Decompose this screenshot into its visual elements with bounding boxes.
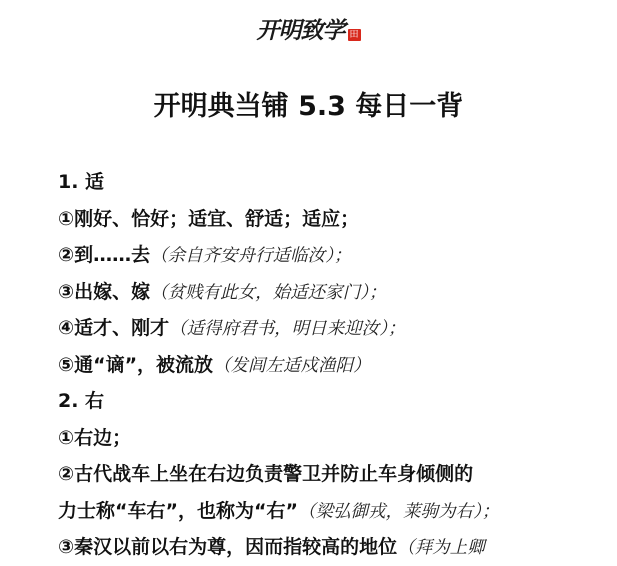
entry-line-3	[58, 237, 598, 274]
entry-list	[58, 164, 598, 566]
entry-line-6	[58, 347, 598, 384]
page-title: 开明典当铺 5.3 每日一背	[153, 91, 464, 122]
logo-seal-icon: 田	[349, 29, 359, 40]
entry-line-7	[58, 383, 598, 420]
entry-line-11	[58, 529, 598, 566]
entry-definition: ③出嫁、嫁	[58, 280, 151, 303]
entry-example: （适得府君书，明日来迎汝）；	[169, 319, 406, 339]
entry-example: （贫贱有此女，始适还家门）；	[150, 282, 387, 303]
entry-line-10	[58, 493, 598, 530]
entry-definition: ④适才、刚才	[58, 317, 170, 339]
entry-example: （拜为上卿	[397, 538, 485, 558]
entry-definition: ①右边；	[58, 426, 132, 449]
logo	[0, 12, 617, 45]
entry-definition: ⑤通“谪”，被流放	[58, 353, 214, 376]
logo-text: 开明致学	[256, 17, 345, 44]
entry-line-8	[58, 420, 598, 457]
entry-line-4	[58, 274, 598, 311]
entry-definition: ①刚好、恰好；适宜、舒适；适应；	[58, 207, 360, 230]
entry-definition: ②古代战车上坐在右边负责警卫并防止车身倾侧的	[58, 463, 474, 485]
entry-example: （梁弘御戎，莱驹为右）；	[297, 501, 500, 522]
entry-example: （余自齐安舟行适临汝）；	[150, 246, 352, 266]
entry-head: 1. 适	[58, 171, 105, 193]
entry-example: （发闾左适戍渔阳）	[213, 355, 371, 376]
entry-definition: 力士称“车右”，也称为“右”	[58, 499, 298, 522]
entry-line-5	[58, 310, 598, 347]
entry-line-9	[58, 456, 598, 493]
entry-line-2	[58, 201, 598, 238]
entry-head: 2. 右	[58, 390, 105, 412]
entry-definition: ②到……去	[58, 244, 151, 266]
entry-definition: ③秦汉以前以右为尊，因而指较高的地位	[58, 536, 398, 558]
entry-line-1	[58, 164, 598, 201]
